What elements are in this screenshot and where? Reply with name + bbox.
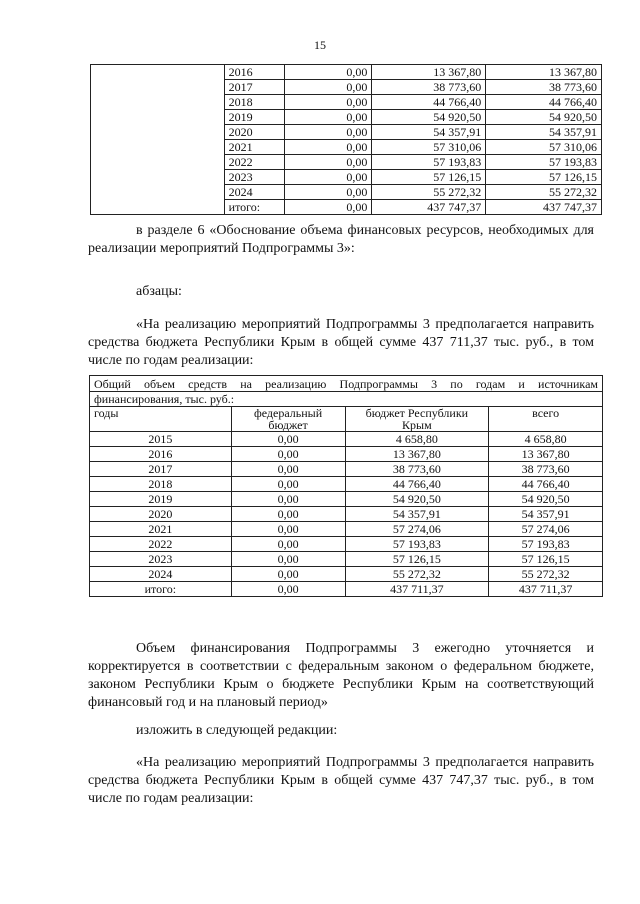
year-cell: 2017 bbox=[224, 80, 284, 95]
total-cell: 44 766,40 bbox=[486, 95, 602, 110]
federal-cell: 0,00 bbox=[284, 110, 372, 125]
year-cell: 2022 bbox=[90, 537, 232, 552]
total-cell: 57 193,83 bbox=[486, 155, 602, 170]
table-row bbox=[90, 507, 603, 522]
year-cell: 2019 bbox=[224, 110, 284, 125]
year-cell: 2021 bbox=[90, 522, 232, 537]
paragraph-new-amount: «На реализацию мероприятий Подпрограммы 3 предполагается направить средства бюджета Республики Крым в общей сумме 437 747,37 тыс. руб., в том числе по годам реализации: bbox=[88, 755, 594, 806]
federal-cell: 0,00 bbox=[231, 447, 345, 462]
regional-cell: 437 711,37 bbox=[345, 582, 489, 597]
federal-cell: 0,00 bbox=[231, 492, 345, 507]
federal-cell: 0,00 bbox=[284, 65, 372, 80]
total-cell: 55 272,32 bbox=[486, 185, 602, 200]
table-row bbox=[90, 432, 603, 447]
year-cell: 2016 bbox=[90, 447, 232, 462]
year-cell: 2016 bbox=[224, 65, 284, 80]
table-row bbox=[90, 552, 603, 567]
total-cell: 437 711,37 bbox=[489, 582, 603, 597]
header-regional-line2: Крым bbox=[402, 418, 432, 432]
table-title: Общий объем средств на реализацию Подпрограммы 3 по годам и источникам bbox=[90, 376, 603, 392]
table-row bbox=[90, 447, 603, 462]
header-regional-line1: бюджет Республики bbox=[365, 406, 469, 420]
total-cell: 4 658,80 bbox=[489, 432, 603, 447]
federal-cell: 0,00 bbox=[284, 170, 372, 185]
year-cell: 2023 bbox=[90, 552, 232, 567]
regional-cell: 38 773,60 bbox=[372, 80, 486, 95]
total-cell: 437 747,37 bbox=[486, 200, 602, 215]
year-cell: 2018 bbox=[90, 477, 232, 492]
total-cell: 38 773,60 bbox=[489, 462, 603, 477]
paragraph-new-edition: изложить в следующей редакции: bbox=[136, 723, 338, 738]
federal-cell: 0,00 bbox=[231, 507, 345, 522]
table-total-row bbox=[90, 582, 603, 597]
paragraph-abzatsy: абзацы: bbox=[136, 284, 182, 299]
regional-cell: 57 193,83 bbox=[345, 537, 489, 552]
table-title-row bbox=[90, 376, 603, 392]
header-years: годы bbox=[90, 407, 232, 432]
total-cell: 54 357,91 bbox=[489, 507, 603, 522]
regional-cell: 55 272,32 bbox=[345, 567, 489, 582]
federal-cell: 0,00 bbox=[231, 522, 345, 537]
total-cell: 57 310,06 bbox=[486, 140, 602, 155]
table-row bbox=[90, 477, 603, 492]
year-cell: 2015 bbox=[90, 432, 232, 447]
total-cell: 55 272,32 bbox=[489, 567, 603, 582]
total-cell: 57 126,15 bbox=[489, 552, 603, 567]
paragraph-clarification: Объем финансирования Подпрограммы 3 ежегодно уточняется и корректируется в соответствии с федеральным законом о федеральном бюджете, законом Республики Крым о бюджете Республики Крым на соответствующий финансовый год и на плановый период» bbox=[88, 641, 594, 710]
table-row bbox=[90, 537, 603, 552]
header-federal-line1: федеральный bbox=[253, 406, 323, 420]
regional-cell: 38 773,60 bbox=[345, 462, 489, 477]
total-cell: 13 367,80 bbox=[486, 65, 602, 80]
federal-cell: 0,00 bbox=[284, 125, 372, 140]
table-row bbox=[90, 462, 603, 477]
regional-cell: 54 357,91 bbox=[372, 125, 486, 140]
regional-cell: 57 274,06 bbox=[345, 522, 489, 537]
regional-cell: 57 126,15 bbox=[345, 552, 489, 567]
federal-cell: 0,00 bbox=[231, 582, 345, 597]
total-cell: 13 367,80 bbox=[489, 447, 603, 462]
year-cell: итого: bbox=[90, 582, 232, 597]
federal-cell: 0,00 bbox=[231, 477, 345, 492]
total-cell: 57 193,83 bbox=[489, 537, 603, 552]
regional-cell: 54 920,50 bbox=[345, 492, 489, 507]
regional-cell: 44 766,40 bbox=[372, 95, 486, 110]
table-row bbox=[91, 65, 602, 80]
federal-cell: 0,00 bbox=[231, 552, 345, 567]
total-cell: 54 920,50 bbox=[489, 492, 603, 507]
total-cell: 57 274,06 bbox=[489, 522, 603, 537]
year-cell: 2019 bbox=[90, 492, 232, 507]
federal-cell: 0,00 bbox=[231, 462, 345, 477]
header-regional bbox=[345, 407, 489, 432]
federal-cell: 0,00 bbox=[284, 80, 372, 95]
total-cell: 57 126,15 bbox=[486, 170, 602, 185]
header-total: всего bbox=[489, 407, 603, 432]
paragraph-section-6: в разделе 6 «Обоснование объема финансовых ресурсов, необходимых для реализации мероприятий Подпрограммы 3»: bbox=[88, 223, 594, 256]
regional-cell: 54 357,91 bbox=[345, 507, 489, 522]
paragraph-old-amount: «На реализацию мероприятий Подпрограммы 3 предполагается направить средства бюджета Республики Крым в общей сумме 437 711,37 тыс. руб., в том числе по годам реализации: bbox=[88, 317, 594, 368]
federal-cell: 0,00 bbox=[284, 155, 372, 170]
merged-label-cell bbox=[91, 65, 225, 215]
year-cell: 2017 bbox=[90, 462, 232, 477]
regional-cell: 13 367,80 bbox=[345, 447, 489, 462]
page-number: 15 bbox=[314, 38, 326, 52]
regional-cell: 44 766,40 bbox=[345, 477, 489, 492]
federal-cell: 0,00 bbox=[284, 140, 372, 155]
year-cell: итого: bbox=[224, 200, 284, 215]
regional-cell: 4 658,80 bbox=[345, 432, 489, 447]
table-header-row bbox=[90, 407, 603, 432]
table-row bbox=[90, 567, 603, 582]
year-cell: 2020 bbox=[224, 125, 284, 140]
total-cell: 44 766,40 bbox=[489, 477, 603, 492]
year-cell: 2018 bbox=[224, 95, 284, 110]
table-title-continued: финансирования, тыс. руб.: bbox=[90, 392, 603, 407]
year-cell: 2021 bbox=[224, 140, 284, 155]
year-cell: 2020 bbox=[90, 507, 232, 522]
regional-cell: 54 920,50 bbox=[372, 110, 486, 125]
regional-cell: 55 272,32 bbox=[372, 185, 486, 200]
funding-table-continuation bbox=[90, 64, 602, 215]
federal-cell: 0,00 bbox=[284, 95, 372, 110]
regional-cell: 57 310,06 bbox=[372, 140, 486, 155]
table-row bbox=[90, 522, 603, 537]
funding-table-old bbox=[89, 375, 603, 597]
total-cell: 54 357,91 bbox=[486, 125, 602, 140]
federal-cell: 0,00 bbox=[284, 200, 372, 215]
table-title-row-2 bbox=[90, 392, 603, 407]
year-cell: 2024 bbox=[224, 185, 284, 200]
regional-cell: 57 126,15 bbox=[372, 170, 486, 185]
regional-cell: 437 747,37 bbox=[372, 200, 486, 215]
table-row bbox=[90, 492, 603, 507]
federal-cell: 0,00 bbox=[284, 185, 372, 200]
header-federal bbox=[231, 407, 345, 432]
year-cell: 2023 bbox=[224, 170, 284, 185]
regional-cell: 13 367,80 bbox=[372, 65, 486, 80]
federal-cell: 0,00 bbox=[231, 567, 345, 582]
total-cell: 54 920,50 bbox=[486, 110, 602, 125]
federal-cell: 0,00 bbox=[231, 432, 345, 447]
federal-cell: 0,00 bbox=[231, 537, 345, 552]
year-cell: 2024 bbox=[90, 567, 232, 582]
regional-cell: 57 193,83 bbox=[372, 155, 486, 170]
year-cell: 2022 bbox=[224, 155, 284, 170]
total-cell: 38 773,60 bbox=[486, 80, 602, 95]
header-federal-line2: бюджет bbox=[268, 418, 308, 432]
